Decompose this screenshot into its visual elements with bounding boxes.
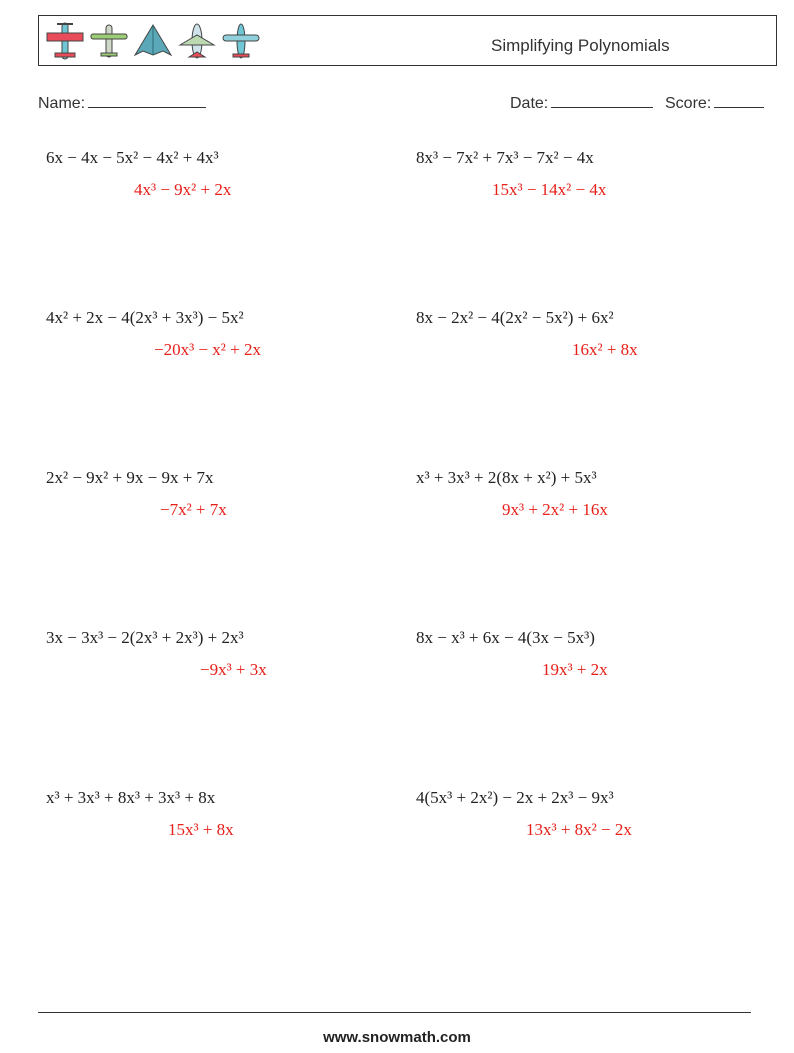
problem-answer: 13x³ + 8x² − 2x	[526, 820, 632, 839]
blue-plane-icon	[221, 21, 261, 61]
problem-5	[46, 468, 227, 519]
date-blank[interactable]	[551, 93, 653, 108]
date-label: Date:	[510, 95, 549, 112]
problem-question: 3x − 3x³ − 2(2x³ + 2x³) + 2x³	[46, 628, 244, 647]
name-blank[interactable]	[88, 93, 206, 108]
problem-answer: 9x³ + 2x² + 16x	[502, 500, 608, 519]
stealth-plane-icon	[133, 21, 173, 61]
problem-answer: 15x³ − 14x² − 4x	[492, 180, 607, 199]
problem-question: 8x − x³ + 6x − 4(3x − 5x³)	[416, 628, 595, 647]
problem-6	[416, 468, 608, 519]
problem-answer: 19x³ + 2x	[542, 660, 608, 679]
worksheet-title: Simplifying Polynomials	[491, 36, 670, 55]
name-label: Name:	[38, 95, 86, 112]
problem-question: 4x² + 2x − 4(2x³ + 3x³) − 5x²	[46, 308, 244, 327]
date-field[interactable]	[510, 93, 653, 113]
problem-question: x³ + 3x³ + 2(8x + x²) + 5x³	[416, 468, 597, 487]
problem-7	[46, 628, 267, 679]
problem-2	[416, 148, 607, 199]
problem-question: 8x³ − 7x² + 7x³ − 7x² − 4x	[416, 148, 594, 167]
problem-8	[416, 628, 608, 679]
airplane-icons	[45, 21, 261, 61]
problem-4	[416, 308, 638, 359]
problem-question: 6x − 4x − 5x² − 4x² + 4x³	[46, 148, 219, 167]
header-box	[38, 15, 777, 66]
problem-question: 8x − 2x² − 4(2x² − 5x²) + 6x²	[416, 308, 614, 327]
problem-3	[46, 308, 261, 359]
problem-answer: 15x³ + 8x	[168, 820, 234, 839]
jet-plane-icon	[177, 21, 217, 61]
problem-answer: 4x³ − 9x² + 2x	[134, 180, 232, 199]
problem-10	[416, 788, 632, 839]
problem-question: x³ + 3x³ + 8x³ + 3x³ + 8x	[46, 788, 216, 807]
footer-url[interactable]: www.snowmath.com	[323, 1029, 471, 1046]
green-plane-icon	[89, 21, 129, 61]
footer-divider	[38, 1012, 751, 1013]
score-label: Score:	[665, 95, 712, 112]
problem-9	[46, 788, 234, 839]
problem-answer: −20x³ − x² + 2x	[154, 340, 261, 359]
problem-1	[46, 148, 232, 199]
problem-answer: −9x³ + 3x	[200, 660, 267, 679]
problem-question: 2x² − 9x² + 9x − 9x + 7x	[46, 468, 214, 487]
red-plane-icon	[45, 21, 85, 61]
score-blank[interactable]	[714, 93, 764, 108]
problem-answer: −7x² + 7x	[160, 500, 227, 519]
problem-answer: 16x² + 8x	[572, 340, 638, 359]
score-field[interactable]	[665, 93, 764, 113]
problem-question: 4(5x³ + 2x²) − 2x + 2x³ − 9x³	[416, 788, 614, 807]
name-field[interactable]	[38, 93, 206, 113]
